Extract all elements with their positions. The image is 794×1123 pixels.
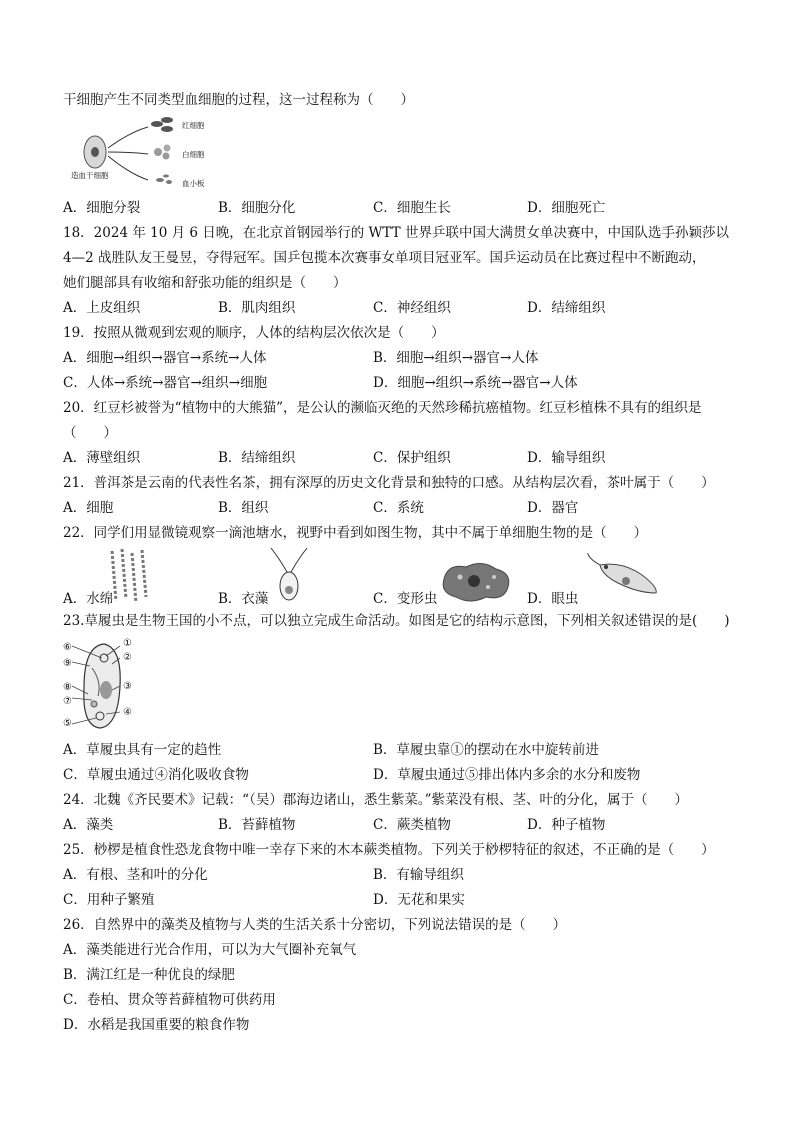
fig-label-platelet: 血小板: [182, 179, 205, 188]
q22-option-b: B．衣藻: [218, 591, 269, 607]
paramecium-label-2: ②: [123, 652, 132, 663]
paramecium-label-8: ⑧: [63, 682, 72, 693]
q22-option-d: D．眼虫: [527, 591, 579, 607]
q23-option-d: D．草履虫通过⑤排出体内多余的水分和废物: [373, 767, 641, 783]
q24-option-c: C．蕨类植物: [373, 817, 451, 833]
q24-stem: 24．北魏《齐民要术》记载：“（吴）郡海边诸山，悉生紫菜。”紫菜没有根、茎、叶的分化，属于（ ）: [63, 792, 688, 808]
paramecium-label-4: ④: [123, 707, 132, 718]
q18-option-a: A．上皮组织: [63, 300, 141, 316]
q21-option-c: C．系统: [373, 500, 424, 516]
paramecium-label-9: ⑨: [63, 658, 72, 669]
q23-stem: 23.草履虫是生物王国的小不点，可以独立完成生命活动。如图是它的结构示意图，下列相关叙述错误的是( ): [63, 613, 730, 629]
q20-option-a: A．薄壁组织: [63, 450, 141, 466]
paramecium-label-6: ⑥: [63, 642, 72, 653]
paramecium-label-5: ⑤: [63, 718, 72, 729]
q23-option-c: C．草履虫通过④消化吸收食物: [63, 767, 249, 783]
q24-option-a: A．藻类: [63, 817, 114, 833]
chlamydomonas-image: [267, 546, 311, 604]
q26-option-a: A．藻类能进行光合作用，可以为大气圈补充氧气: [63, 942, 357, 958]
spirogyra-image: [106, 547, 156, 605]
paramecium-label-1: ①: [123, 638, 132, 649]
q22-option-a: A．水绵: [63, 591, 114, 607]
q22-option-c: C．变形虫: [373, 591, 438, 607]
q21-option-b: B．组织: [218, 500, 269, 516]
q21-stem: 21．普洱茶是云南的代表性名茶，拥有深厚的历史文化背景和独特的口感。从结构层次看，茶叶属于（ ）: [63, 475, 715, 491]
q19-option-b: B．细胞→组织→器官→人体: [373, 350, 539, 366]
q18-line-3: 她们腿部具有收缩和舒张功能的组织是（ ）: [63, 275, 347, 291]
q26-option-d: D．水稻是我国重要的粮食作物: [63, 1017, 250, 1033]
fig-label-red-cell: 红细胞: [182, 121, 205, 130]
q17-option-a: A．细胞分裂: [63, 200, 141, 216]
q17-stem: 干细胞产生不同类型血细胞的过程，这一过程称为（ ）: [63, 92, 414, 108]
q26-option-c: C．卷柏、贯众等苔藓植物可供药用: [63, 992, 276, 1008]
q18-option-c: C．神经组织: [373, 300, 451, 316]
q20-option-d: D．输导组织: [527, 450, 606, 466]
q20-line-2: （ ）: [63, 425, 117, 441]
q20-option-b: B．结缔组织: [218, 450, 296, 466]
euglena-image: [582, 553, 662, 601]
q25-option-c: C．用种子繁殖: [63, 892, 155, 908]
q26-stem: 26．自然界中的藻类及植物与人类的生活关系十分密切，下列说法错误的是（ ）: [63, 917, 567, 933]
q25-option-d: D．无花和果实: [373, 892, 465, 908]
q20-option-c: C．保护组织: [373, 450, 451, 466]
paramecium-label-7: ⑦: [63, 696, 72, 707]
q17-option-b: B．细胞分化: [218, 200, 296, 216]
q18-option-b: B．肌肉组织: [218, 300, 296, 316]
q19-option-c: C．人体→系统→器官→组织→细胞: [63, 375, 268, 391]
q18-line-1: 18．2024 年 10 月 6 日晚，在北京首钢园举行的 WTT 世界乒联中国大满贯女单决赛中，中国队选手孙颖莎以: [63, 225, 729, 241]
q18-line-2: 4—2 战胜队友王曼昱，夺得冠军。国乒包揽本次赛事女单项目冠亚军。国乒运动员在比赛过程中不断跑动，: [63, 250, 706, 266]
q17-option-c: C．细胞生长: [373, 200, 451, 216]
q19-option-a: A．细胞→组织→器官→系统→人体: [63, 350, 267, 366]
fig-label-stem-cell: 造血干细胞: [71, 171, 109, 180]
q21-option-d: D．器官: [527, 500, 579, 516]
q26-option-b: B．满江红是一种优良的绿肥: [63, 967, 235, 983]
q21-option-a: A．细胞: [63, 500, 114, 516]
q20-line-1: 20．红豆杉被誉为“植物中的大熊猫”，是公认的濒临灭绝的天然珍稀抗癌植物。红豆杉植株不具有的组织是: [63, 400, 702, 416]
q19-option-d: D．细胞→组织→系统→器官→人体: [373, 375, 578, 391]
q18-option-d: D．结缔组织: [527, 300, 606, 316]
q17-option-d: D．细胞死亡: [527, 200, 606, 216]
q22-stem: 22．同学们用显微镜观察一滴池塘水，视野中看到如图生物，其中不属于单细胞生物的是（ ）: [63, 525, 648, 541]
paramecium-label-3: ③: [123, 681, 132, 692]
q23-option-a: A．草履虫具有一定的趋性: [63, 742, 222, 758]
q24-option-d: D．种子植物: [527, 817, 606, 833]
q19-stem: 19．按照从微观到宏观的顺序，人体的结构层次依次是（ ）: [63, 325, 445, 341]
fig-label-white-cell: 白细胞: [182, 150, 205, 159]
q25-stem: 25．桫椤是植食性恐龙食物中唯一幸存下来的木本蕨类植物。下列关于桫椤特征的叙述，不正确的是（ ）: [63, 842, 715, 858]
q24-option-b: B．苔藓植物: [218, 817, 296, 833]
q25-option-a: A．有根、茎和叶的分化: [63, 867, 208, 883]
amoeba-image: [438, 557, 514, 605]
q23-option-b: B．草履虫靠①的摆动在水中旋转前进: [373, 742, 599, 758]
q25-option-b: B．有输导组织: [373, 867, 464, 883]
